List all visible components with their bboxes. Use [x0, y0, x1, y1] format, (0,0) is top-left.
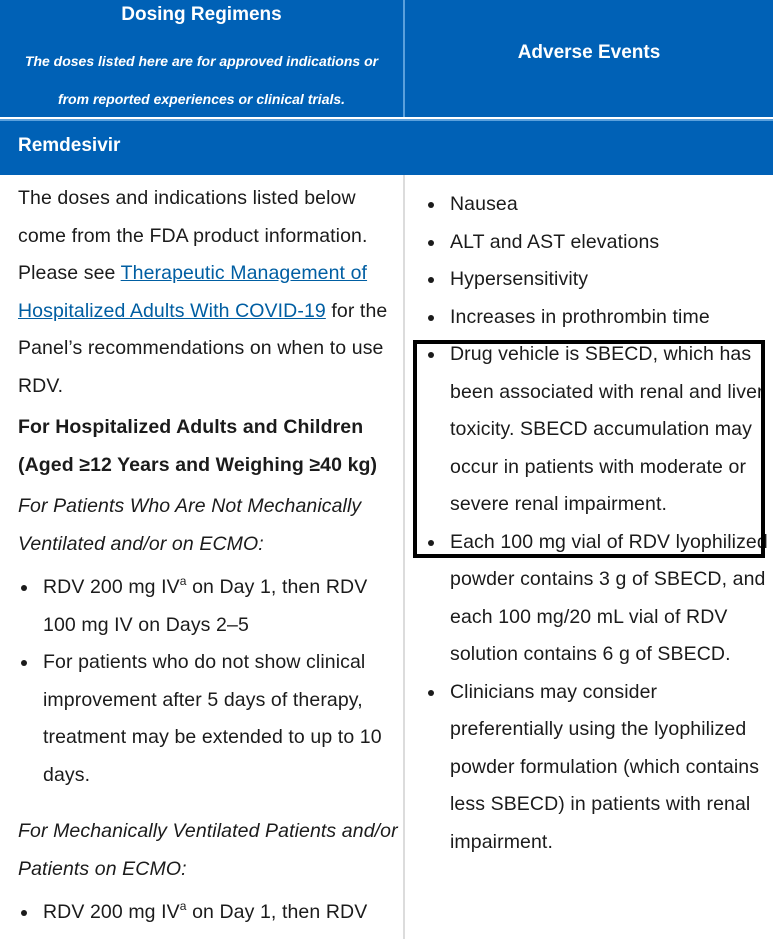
list-item: Nausea	[425, 186, 770, 224]
list-item: Drug vehicle is SBECD, which has been associated with renal and liver toxicity. SBECD accumulation may occur in patients with moderate or severe renal impairment.	[425, 336, 770, 524]
list-item: Increases in prothrombin time	[425, 299, 770, 337]
list-item: Clinicians may consider preferentially using the lyophilized powder formulation (which contains less SBECD) in patients with renal impairment.	[425, 674, 770, 862]
list-item	[18, 569, 403, 644]
list-item	[18, 894, 403, 932]
list-item: ALT and AST elevations	[425, 224, 770, 262]
dose-text-continued: on Day 1, then RDV 100 mg IV on Days 2–5	[43, 576, 368, 636]
ventilated-heading: For Mechanically Ventilated Patients and/or Patients on ECMO:	[18, 820, 398, 880]
list-item: Hypersensitivity	[425, 261, 770, 299]
drug-name: Remdesivir	[18, 135, 121, 156]
dosing-subtitle-line1: The doses listed here are for approved indications or	[24, 53, 379, 69]
dosing-regimens-title: Dosing Regimens	[121, 4, 282, 25]
intro-text-part1: The doses and indications listed below come from the FDA product information. Please see	[18, 187, 368, 284]
therapeutic-management-link[interactable]: Therapeutic Management of Hospitalized Adults With COVID-19	[18, 262, 368, 322]
not-ventilated-heading: For Patients Who Are Not Mechanically Ventilated and/or on ECMO:	[18, 495, 362, 555]
dosing-regimens-header	[0, 0, 405, 117]
list-item: For patients who do not show clinical improvement after 5 days of therapy, treatment may be extended to up to 10 days.	[18, 644, 403, 794]
footnote-marker: a	[179, 573, 187, 588]
dose-text-continued: on Day 1, then RDV	[186, 901, 368, 923]
intro-paragraph	[18, 180, 403, 405]
dose-text: RDV 200 mg IV	[43, 576, 180, 598]
list-item: Each 100 mg vial of RDV lyophilized powder contains 3 g of SBECD, and each 100 mg/20 mL vial of RDV solution contains 6 g of SBECD.	[425, 524, 770, 674]
not-ventilated-dosing-list	[18, 569, 403, 794]
dosing-regimens-subtitle	[6, 42, 397, 118]
adverse-events-title: Adverse Events	[517, 42, 661, 63]
dosing-subtitle-line2: from reported experiences or clinical trials.	[57, 91, 346, 107]
ventilated-dosing-list	[18, 894, 403, 932]
intro-text-part2: for the Panel’s recommendations on when to use RDV.	[18, 299, 388, 397]
adverse-events-header	[405, 0, 773, 117]
dosing-column	[0, 175, 405, 939]
dose-text: RDV 200 mg IV	[43, 901, 180, 923]
footnote-marker: a	[179, 898, 187, 913]
highlight-box	[413, 340, 765, 558]
drug-name-row	[0, 119, 773, 175]
population-heading: For Hospitalized Adults and Children (Aged ≥12 Years and Weighing ≥40 kg)	[18, 416, 378, 476]
